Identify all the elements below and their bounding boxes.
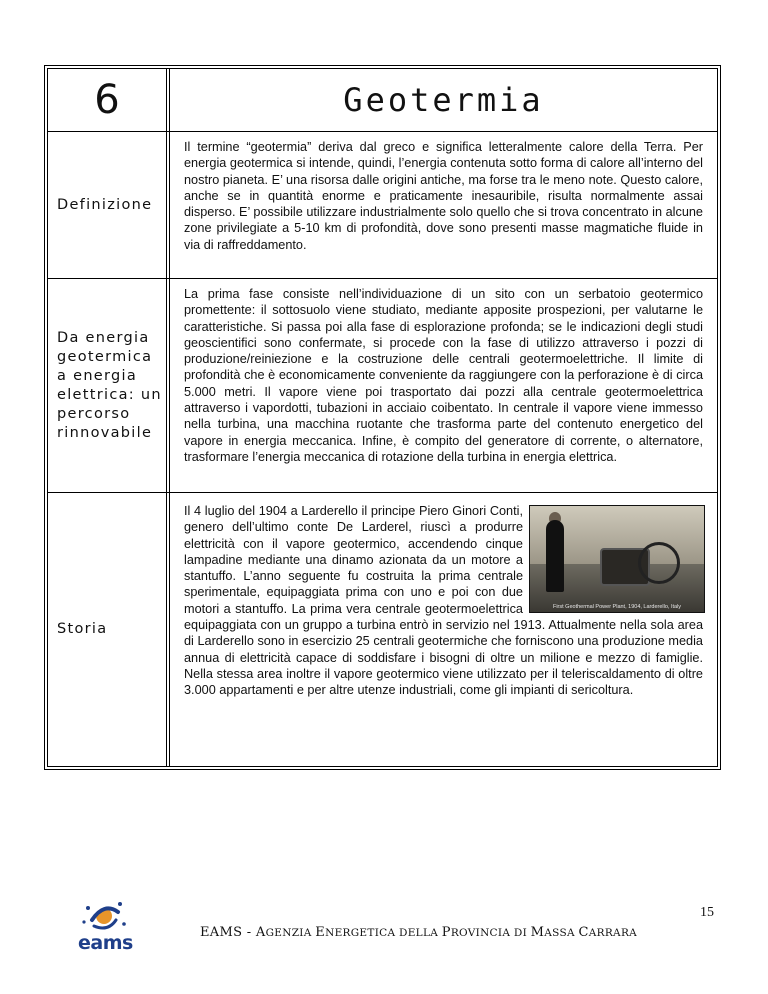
table-row — [48, 279, 717, 493]
row-text: Il 4 luglio del 1904 a Larderello il principe Piero Ginori Conti, genero dell’ultimo conte De Larderel, riuscì a produrre elettricità con il vapore geotermico, accendendo cinque lampadine mediante una dinamo azionata da un motore a stantuffo. L’anno seguente fu costruita la prima centrale sperimentale, equipaggiata prima con uno e poi con due motori a stantuffo. La prima vera centrale geotermoelettrica equipaggiata con un gruppo a turbina entrò in servizio nel 1913. Attualmente nella sola area di Larderello sono in esercizio 25 centrali geotermiche che forniscono una produzione media annua di elettricità capace di soddisfare i bisogni di oltre un milione e mezzo di famiglie. Nella stessa area inoltre il vapore geotermico viene utilizzato per il teleriscaldamento di oltre 3.000 appartamenti e per altre utenze industriali, come gli impianti di sericoltura. — [184, 504, 703, 698]
sun-swirl-icon — [74, 898, 134, 934]
row-text: Il termine “geotermia” deriva dal greco e significa letteralmente calore della Terra. Per energia geotermica si intende, quindi, l’energia contenuta sotto forma di calore all’interno del nostro pianeta. E’ una risorsa dalle origini antiche, ma forse tra le meno note. Questo calore, anche se in quantità enorme e praticamente inesauribile, risulta normalmente assai disperso. E’ possibile utilizzare industrialmente solo quello che si trova concentrato in alcune zone privilegiate a 5-10 km di profondità, dove sono presenti masse magmatiche fluide in via di raffreddamento. — [184, 140, 703, 252]
chapter-title: Geotermia — [343, 81, 544, 119]
page-number: 15 — [700, 905, 714, 920]
logo-text: eams — [78, 932, 133, 954]
table-row — [48, 132, 717, 279]
table-row — [48, 493, 717, 766]
historical-photo — [529, 505, 705, 613]
header-row — [48, 69, 717, 132]
row-label: Da energia geotermica a energia elettrica: un percorso rinnovabile — [57, 329, 162, 441]
chapter-title-cell — [170, 69, 717, 131]
chapter-number-cell — [48, 69, 170, 131]
row-label-cell — [48, 279, 170, 492]
row-content-cell — [170, 493, 717, 766]
row-content-cell — [170, 132, 717, 278]
chapter-number: 6 — [94, 77, 120, 123]
row-label-cell — [48, 493, 170, 766]
row-label: Storia — [57, 621, 108, 637]
footer-agency-line: EAMS - AGENZIA ENERGETICA DELLA PROVINCIA DI MASSA CARRARA — [200, 925, 638, 940]
chapter-table — [44, 65, 721, 770]
row-label-cell — [48, 132, 170, 278]
row-text: La prima fase consiste nell’individuazione di un sito con un serbatoio geotermico promettente: il sottosuolo viene studiato, mediante apposite prospezioni, per valutarne le caratteristiche. Si passa poi alla fase di esplorazione profonda; se le indicazioni degli studi geoscientifici sono confermate, si procede con la fase di utilizzo attraverso i pozzi di produzione/reiniezione e la costruzione delle centrali geotermoelettriche. Il limite di profondità che è economicamente conveniente da raggiungere con la perforazione è di circa 5.000 metri. Il vapore viene poi trasportato dai pozzi alla centrale geotermoelettrica attraverso i vapordotti, tubazioni in acciaio coibentato. In centrale il vapore viene immesso nella turbina, una macchina ruotante che trasforma parte del contenuto energetico del vapore in energia meccanica. Infine, è compito del generatore di corrente, o alternatore, trasformare l’energia meccanica di rotazione della turbina in energia elettrica. — [184, 287, 703, 464]
row-content-cell — [170, 279, 717, 492]
eams-logo — [74, 898, 134, 954]
row-label: Definizione — [57, 196, 153, 213]
photo-caption: First Geothermal Power Plant, 1904, Larderello, Italy — [552, 604, 682, 610]
